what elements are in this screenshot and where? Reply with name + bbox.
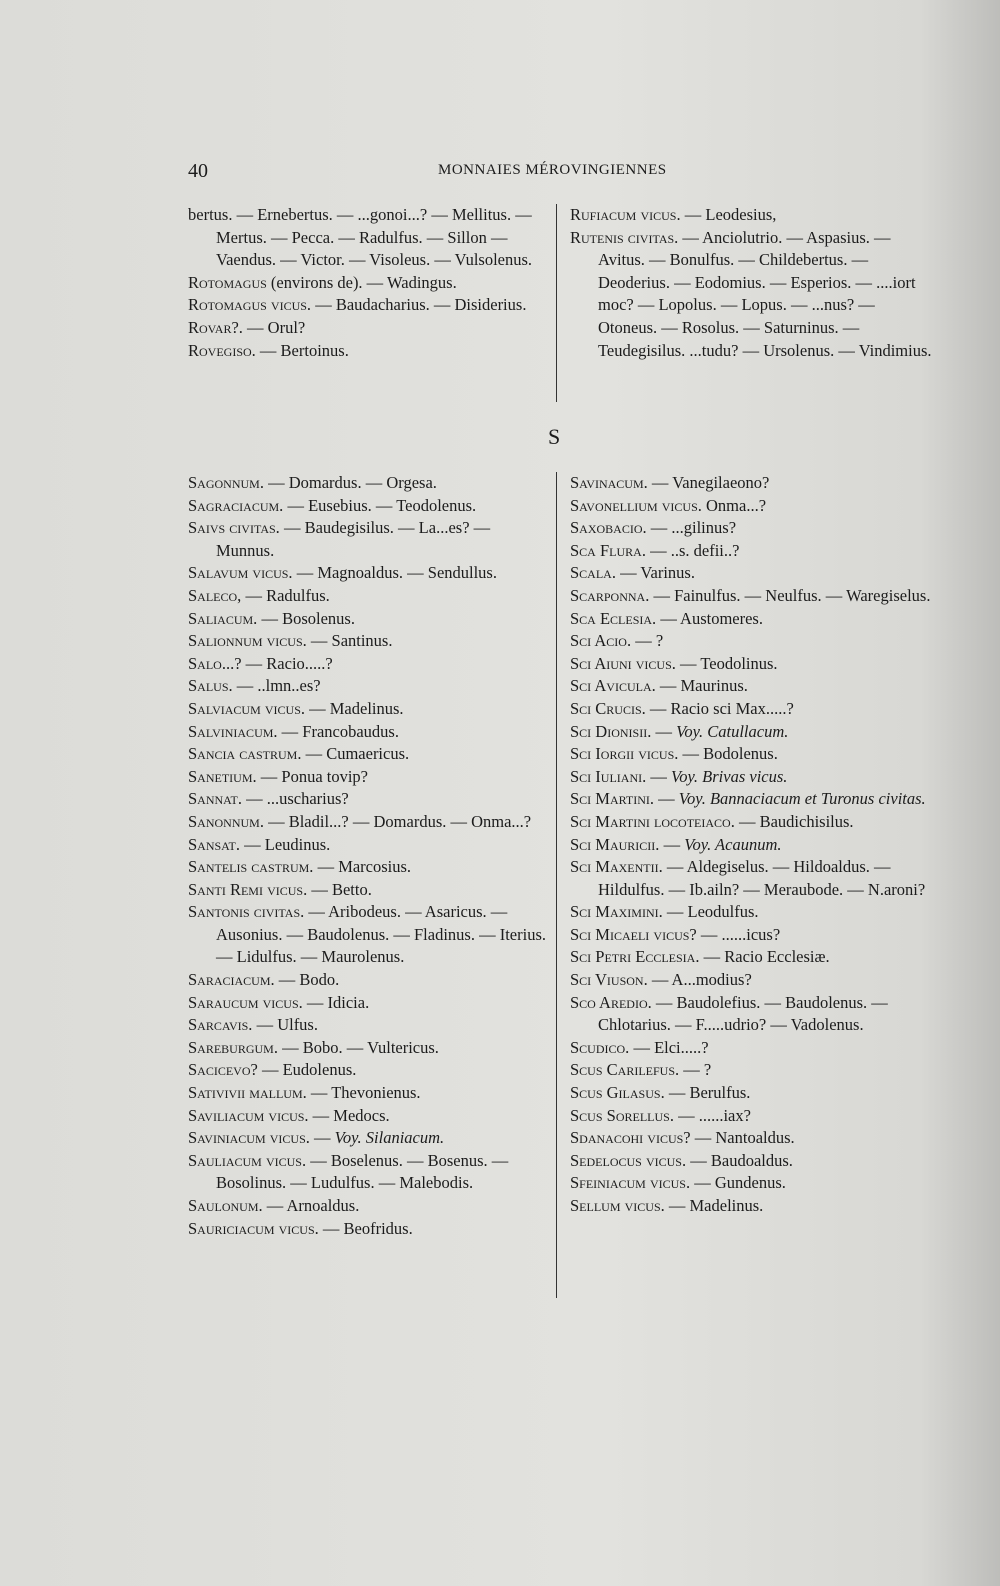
- place-name: Santi Remi vicus.: [188, 879, 308, 899]
- place-name: Rutenis civitas.: [570, 227, 679, 247]
- moneyer-names: —: [646, 766, 671, 786]
- index-entry: [570, 472, 935, 495]
- moneyer-names: — Varinus.: [615, 563, 695, 583]
- place-name: Savonellium vicus.: [570, 495, 702, 515]
- place-name: Sci Aiuni vicus.: [570, 653, 676, 673]
- moneyer-names: — ......icus?: [696, 924, 781, 944]
- place-name: Scudico.: [570, 1037, 630, 1057]
- place-name: Salviniacum.: [188, 721, 278, 741]
- moneyer-names: — Medocs.: [308, 1105, 390, 1125]
- index-entry: [188, 1014, 548, 1037]
- place-name: Sci Petri Ecclesia.: [570, 947, 700, 967]
- moneyer-names: — ?: [679, 1060, 712, 1080]
- index-entry: [188, 879, 548, 902]
- moneyer-names: — Domardus. — Orgesa.: [263, 473, 437, 492]
- index-entry: [188, 901, 548, 969]
- index-entry: [188, 1150, 548, 1195]
- place-name: Sauliacum vicus.: [188, 1150, 307, 1170]
- index-entry: [188, 630, 548, 653]
- index-entry: [188, 294, 543, 317]
- moneyer-names: — Aldegiselus. — Hildoaldus. — Hildulfus. — Ib.ailn? — Meraubode. — N.aroni?: [598, 857, 926, 899]
- index-entry: [188, 721, 548, 744]
- index-entry: [570, 517, 935, 540]
- index-entry: [570, 562, 935, 585]
- moneyer-names: — ?: [631, 631, 664, 651]
- place-name: Rovegiso.: [188, 340, 256, 360]
- place-name: Scarponna.: [570, 585, 650, 605]
- moneyer-names: — Betto.: [307, 879, 372, 899]
- index-entry: [188, 834, 548, 857]
- top-left-column: [188, 204, 543, 362]
- moneyer-names: — Elci.....?: [629, 1037, 709, 1057]
- place-name: Sca Flura.: [570, 540, 646, 560]
- moneyer-names: — ...gilinus?: [646, 518, 737, 538]
- place-name: Sellum vicus.: [570, 1196, 665, 1215]
- index-entry: [570, 1105, 935, 1128]
- index-entry: [570, 856, 935, 901]
- place-name: Sca Eclesia.: [570, 608, 657, 628]
- section-letter: S: [548, 424, 561, 449]
- place-name: Salo...?: [188, 653, 242, 673]
- cross-reference: Voy. Acaunum.: [684, 834, 782, 854]
- moneyer-names: — Boselenus. — Bosenus. — Bosolinus. — Ludulfus. — Malebodis.: [216, 1150, 509, 1193]
- index-entry: [188, 562, 548, 585]
- moneyer-names: — Idicia.: [302, 992, 370, 1012]
- index-entry: [188, 1127, 548, 1150]
- index-entry: [570, 901, 935, 924]
- place-name: Sdanacohi vicus?: [570, 1128, 691, 1148]
- index-entry: [570, 495, 935, 518]
- place-name: Sci Martini locoteiaco.: [570, 811, 735, 831]
- index-entry: [188, 1037, 548, 1060]
- place-name: Sancia castrum.: [188, 744, 302, 764]
- moneyer-names: — Francobaudus.: [277, 721, 399, 741]
- place-name: Scus Sorellus.: [570, 1105, 674, 1125]
- top-right-column: [570, 204, 935, 362]
- index-entry: [570, 204, 935, 227]
- place-name: Saviniacum vicus.: [188, 1128, 310, 1148]
- index-entry: [188, 1218, 548, 1241]
- index-entry: [188, 1059, 548, 1082]
- cross-reference: Voy. Brivas vicus.: [671, 766, 788, 786]
- moneyer-names: — Santinus.: [306, 631, 393, 651]
- moneyer-names: — Bertoinus.: [255, 340, 349, 360]
- moneyer-names: — Bodo.: [274, 970, 340, 990]
- moneyer-names: — Leodesius,: [680, 205, 777, 224]
- place-name: Sansat.: [188, 834, 240, 854]
- bottom-right-column: [570, 472, 935, 1218]
- index-entry: [188, 317, 543, 340]
- index-entry: [570, 743, 935, 766]
- moneyer-names: — Bobo. — Vultericus.: [277, 1037, 439, 1057]
- place-name: Saleco,: [188, 585, 242, 605]
- moneyer-names: — Maurinus.: [655, 676, 748, 696]
- moneyer-names: — Racio sci Max.....?: [645, 698, 794, 718]
- moneyer-names: — Baudacharius. — Disiderius.: [311, 295, 527, 315]
- moneyer-names: — Bodolenus.: [678, 744, 778, 764]
- place-name: Sauriciacum vicus.: [188, 1218, 319, 1238]
- index-entry: [570, 924, 935, 947]
- page-number: 40: [188, 160, 208, 182]
- moneyer-names: — Anciolutrio. — Aspasius. — Avitus. — Bonulfus. — Childebertus. — Deoderius. — Eodomius. — Esperios. — ....iort moc? — Lopolus. — Lopus. — ...nus? — Otoneus. — Rosolus. — Saturninus. — Teudegisilus. ...tudu? — Ursolenus. — Vindimius.: [598, 227, 932, 360]
- place-name: Salviacum vicus.: [188, 698, 305, 718]
- place-name: Sci Maxentii.: [570, 857, 663, 877]
- place-name: Salus.: [188, 676, 233, 696]
- place-name: Rufiacum vicus.: [570, 205, 681, 224]
- moneyer-names: — Madelinus.: [664, 1196, 764, 1215]
- moneyer-names: — Baudichisilus.: [734, 811, 854, 831]
- moneyer-names: — Beofridus.: [318, 1218, 413, 1238]
- place-name: Scala.: [570, 563, 616, 583]
- place-name: Savinacum.: [570, 473, 648, 492]
- moneyer-names: — Aribodeus. — Asaricus. — Ausonius. — Baudolenus. — Fladinus. — Iterius. — Lidulfus. — Maurolenus.: [216, 902, 546, 967]
- cross-reference: Voy. Catullacum.: [676, 721, 789, 741]
- moneyer-names: —: [309, 1128, 335, 1148]
- index-entry: [188, 788, 548, 811]
- index-entry: [188, 1195, 548, 1218]
- moneyer-names: — Eusebius. — Teodolenus.: [283, 495, 477, 515]
- index-entry: [188, 608, 548, 631]
- place-name: Sco Aredio.: [570, 992, 652, 1012]
- place-name: Sci Martini.: [570, 789, 655, 809]
- index-entry: [188, 992, 548, 1015]
- moneyer-names: — Nantoaldus.: [690, 1128, 795, 1148]
- index-entry: [570, 1037, 935, 1060]
- place-name: Sanonnum.: [188, 811, 264, 831]
- index-entry: [570, 1127, 935, 1150]
- moneyer-names: — Magnoaldus. — Sendullus.: [292, 563, 497, 583]
- moneyer-names: bertus. — Ernebertus. — ...gonoi...? — Mellitus. — Mertus. — Pecca. — Radulfus. — Sillon — Vaendus. — Victor. — Visoleus. — Vulsolenus.: [188, 205, 533, 270]
- place-name: Scus Carilefus.: [570, 1060, 680, 1080]
- column-divider: [556, 204, 557, 402]
- index-entry: [570, 1172, 935, 1195]
- place-name: Sci Iorgii vicus.: [570, 744, 679, 764]
- place-name: Rotomagus vicus.: [188, 295, 312, 315]
- place-name: Scus Gilasus.: [570, 1083, 665, 1103]
- place-name: Sareburgum.: [188, 1037, 278, 1057]
- index-entry: [188, 653, 548, 676]
- index-entry: [570, 1195, 935, 1218]
- moneyer-names: — Racio.....?: [241, 653, 333, 673]
- moneyer-names: — Madelinus.: [305, 698, 404, 718]
- moneyer-names: — Bosolenus.: [257, 608, 355, 628]
- moneyer-names: — Vanegilaeono?: [647, 473, 770, 492]
- place-name: Saliacum.: [188, 608, 258, 628]
- index-entry: [188, 517, 548, 562]
- moneyer-names: —: [651, 721, 677, 741]
- index-entry: [188, 585, 548, 608]
- place-name: Saraucum vicus.: [188, 992, 303, 1012]
- moneyer-names: — A...modius?: [647, 970, 752, 990]
- index-entry: [570, 721, 935, 744]
- place-name: Saviliacum vicus.: [188, 1105, 309, 1125]
- index-entry: [570, 227, 935, 363]
- moneyer-names: — Racio Ecclesiæ.: [699, 947, 830, 967]
- place-name: Sagonnum.: [188, 473, 264, 492]
- index-entry: [188, 811, 548, 834]
- index-entry: [188, 969, 548, 992]
- place-name: Sci Crucis.: [570, 698, 646, 718]
- moneyer-names: (environs de). — Wadingus.: [266, 272, 457, 292]
- moneyer-names: — Orul?: [242, 317, 306, 337]
- index-entry: [570, 788, 935, 811]
- place-name: Sagraciacum.: [188, 495, 284, 515]
- moneyer-names: — Fainulfus. — Neulfus. — Waregiselus.: [649, 585, 931, 605]
- place-name: Salionnum vicus.: [188, 631, 307, 651]
- bottom-left-column: [188, 472, 548, 1240]
- running-title: MONNAIES MÉROVINGIENNES: [438, 162, 667, 178]
- index-entry: [188, 698, 548, 721]
- place-name: Sannat.: [188, 789, 242, 809]
- moneyer-names: — Bladil...? — Domardus. — Onma...?: [263, 811, 532, 831]
- moneyer-names: — Baudegisilus. — La...es? — Munnus.: [216, 518, 491, 560]
- place-name: Sci Micaeli vicus?: [570, 924, 697, 944]
- index-entry: [188, 204, 543, 272]
- moneyer-names: — ..s. defii..?: [645, 540, 740, 560]
- moneyer-names: — Eudolenus.: [257, 1060, 357, 1080]
- place-name: Saxobacio.: [570, 518, 647, 538]
- moneyer-names: — ......iax?: [673, 1105, 751, 1125]
- index-entry: [188, 495, 548, 518]
- place-name: Rovar?.: [188, 317, 243, 337]
- moneyer-names: — Baudolefius. — Baudolenus. — Chlotarius. — F.....udrio? — Vadolenus.: [598, 992, 888, 1035]
- moneyer-names: — ..lmn..es?: [232, 676, 321, 696]
- moneyer-names: Onma...?: [701, 495, 767, 515]
- index-entry: [570, 811, 935, 834]
- index-entry: [570, 1059, 935, 1082]
- cross-reference: Voy. Bannaciacum et Turonus civitas.: [678, 789, 926, 809]
- place-name: Sacicevo?: [188, 1060, 258, 1080]
- place-name: Sanetium.: [188, 766, 257, 786]
- index-entry: [570, 834, 935, 857]
- index-entry: [570, 1082, 935, 1105]
- index-entry: [570, 675, 935, 698]
- index-entry: [188, 472, 548, 495]
- place-name: Saraciacum.: [188, 970, 275, 990]
- moneyer-names: — Arnoaldus.: [262, 1196, 360, 1215]
- index-entry: [570, 946, 935, 969]
- place-name: Sfeiniacum vicus.: [570, 1173, 691, 1193]
- index-entry: [188, 1082, 548, 1105]
- moneyer-names: — Austomeres.: [656, 608, 763, 628]
- index-entry: [570, 1150, 935, 1173]
- index-entry: [570, 969, 935, 992]
- place-name: Santelis castrum.: [188, 857, 314, 877]
- page-header: [188, 160, 948, 186]
- place-name: Sativivii mallum.: [188, 1083, 307, 1103]
- moneyer-names: — Ponua tovip?: [256, 766, 369, 786]
- moneyer-names: — Radulfus.: [241, 585, 330, 605]
- moneyer-names: — Ulfus.: [252, 1015, 318, 1035]
- place-name: Sci Acio.: [570, 631, 632, 651]
- index-entry: [188, 675, 548, 698]
- place-name: Sci Dionisii.: [570, 721, 652, 741]
- place-name: Saulonum.: [188, 1196, 263, 1215]
- index-entry: [570, 698, 935, 721]
- index-entry: [188, 272, 543, 295]
- moneyer-names: — ...uscharius?: [241, 789, 349, 809]
- place-name: Sci Mauricii.: [570, 834, 660, 854]
- place-name: Santonis civitas.: [188, 902, 305, 922]
- index-entry: [188, 340, 543, 363]
- index-entry: [570, 540, 935, 563]
- place-name: Sci Viuson.: [570, 970, 648, 990]
- cross-reference: Voy. Silaniacum.: [334, 1128, 445, 1148]
- moneyer-names: — Baudoaldus.: [686, 1150, 793, 1170]
- index-entry: [188, 766, 548, 789]
- moneyer-names: — Berulfus.: [664, 1083, 751, 1103]
- index-entry: [188, 1105, 548, 1128]
- moneyer-names: — Leudinus.: [239, 834, 331, 854]
- index-entry: [188, 743, 548, 766]
- index-entry: [570, 766, 935, 789]
- moneyer-names: —: [659, 834, 685, 854]
- index-entry: [570, 630, 935, 653]
- index-entry: [570, 992, 935, 1037]
- moneyer-names: — Marcosius.: [313, 857, 412, 877]
- moneyer-names: — Gundenus.: [690, 1173, 786, 1193]
- index-entry: [188, 856, 548, 879]
- moneyer-names: —: [654, 789, 679, 809]
- place-name: Rotomagus: [188, 272, 267, 292]
- moneyer-names: — Cumaericus.: [301, 744, 410, 764]
- place-name: Sci Avicula.: [570, 676, 656, 696]
- index-entry: [570, 585, 935, 608]
- index-entry: [570, 653, 935, 676]
- place-name: Sci Iuliani.: [570, 766, 647, 786]
- column-divider: [556, 472, 557, 1298]
- moneyer-names: — Leodulfus.: [662, 902, 759, 922]
- index-entry: [570, 608, 935, 631]
- place-name: Sarcavis.: [188, 1015, 253, 1035]
- place-name: Saivs civitas.: [188, 518, 280, 538]
- place-name: Salavum vicus.: [188, 563, 293, 583]
- moneyer-names: — Thevonienus.: [306, 1083, 421, 1103]
- place-name: Sci Maximini.: [570, 902, 663, 922]
- moneyer-names: — Teodolinus.: [675, 653, 778, 673]
- place-name: Sedelocus vicus.: [570, 1150, 687, 1170]
